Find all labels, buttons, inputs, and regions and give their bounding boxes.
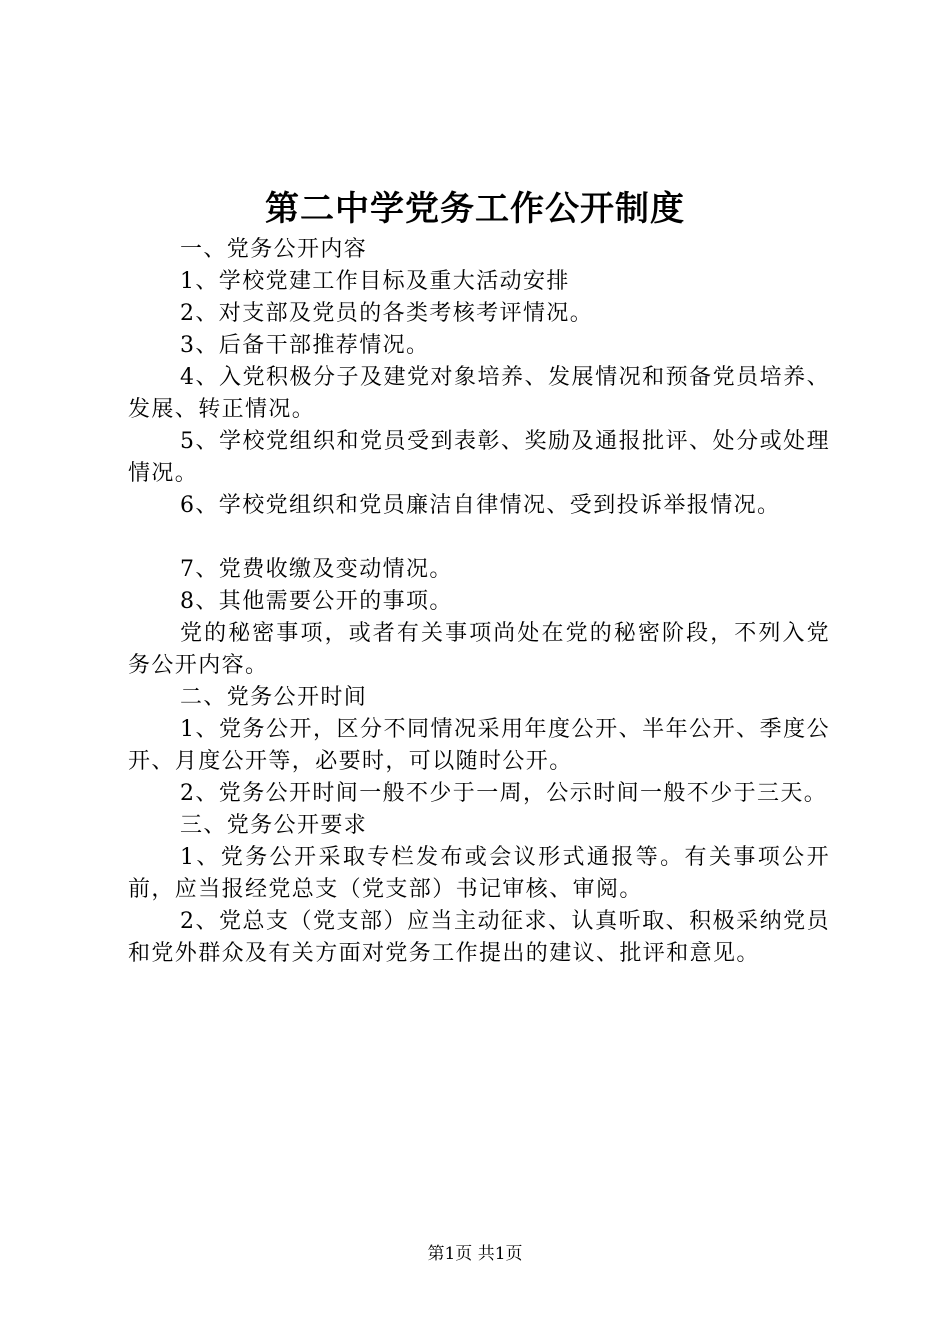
list-item: 3、后备干部推荐情况。 [180, 333, 430, 358]
list-item: 4、入党积极分子及建党对象培养、发展情况和预备党员培养、发展、转正情况。 [128, 365, 830, 422]
list-item: 1、党务公开采取专栏发布或会议形式通报等。有关事项公开前，应当报经党总支（党支部）书记审核、审阅。 [128, 845, 830, 902]
list-item: 8、其他需要公开的事项。 [180, 589, 453, 614]
document-body [128, 234, 830, 970]
section-heading: 二、党务公开时间 [180, 685, 368, 710]
page-footer: 第1页 共1页 [427, 1244, 523, 1264]
body-paragraph: 党的秘密事项，或者有关事项尚处在党的秘密阶段，不列入党务公开内容。 [128, 621, 830, 678]
list-item: 2、对支部及党员的各类考核考评情况。 [180, 301, 594, 326]
list-item: 1、学校党建工作目标及重大活动安排 [180, 269, 570, 294]
list-item: 7、党费收缴及变动情况。 [180, 557, 453, 582]
list-item: 5、学校党组织和党员受到表彰、奖励及通报批评、处分或处理情况。 [128, 429, 830, 486]
list-item: 1、党务公开，区分不同情况采用年度公开、半年公开、季度公开、月度公开等，必要时，可以随时公开。 [128, 717, 830, 774]
section-heading: 一、党务公开内容 [180, 237, 368, 262]
list-item: 2、党务公开时间一般不少于一周，公示时间一般不少于三天。 [180, 781, 828, 806]
document-title: 第二中学党务工作公开制度 [265, 189, 685, 229]
list-item: 6、学校党组织和党员廉洁自律情况、受到投诉举报情况。 [180, 493, 781, 518]
section-heading: 三、党务公开要求 [180, 813, 368, 838]
list-item: 2、党总支（党支部）应当主动征求、认真听取、积极采纳党员和党外群众及有关方面对党务工作提出的建议、批评和意见。 [128, 909, 830, 966]
